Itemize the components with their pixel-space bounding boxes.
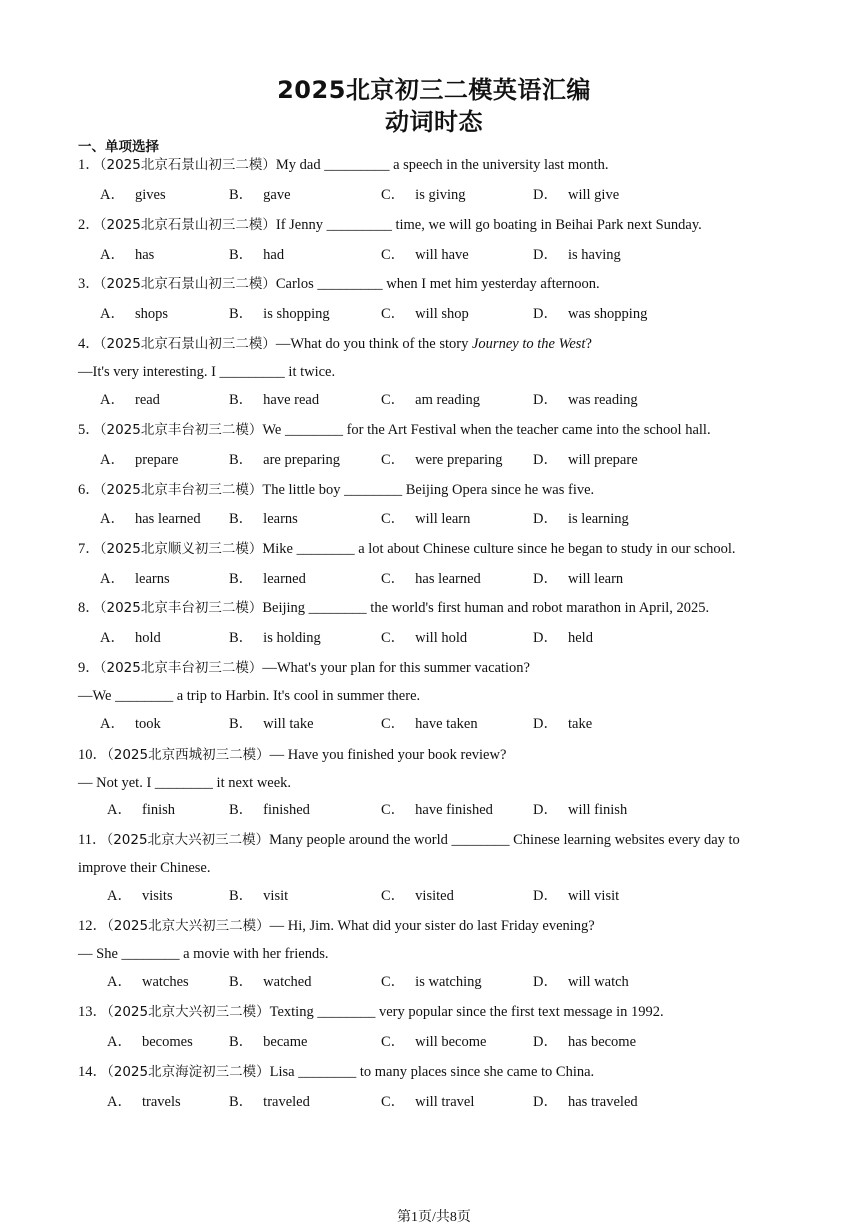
question-number: 7． — [78, 541, 100, 557]
option-c — [381, 800, 493, 820]
option-letter: A． — [100, 716, 125, 732]
option-b — [229, 569, 306, 589]
option-b — [229, 628, 321, 648]
option-a — [100, 569, 170, 589]
option-text: had — [263, 247, 285, 263]
option-text: is giving — [415, 187, 466, 203]
option-letter: A． — [100, 630, 125, 646]
option-c — [381, 714, 478, 734]
option-letter: A． — [100, 452, 125, 468]
option-letter: C． — [381, 1034, 406, 1050]
question-12-continuation: — She ________ a movie with her friends. — [78, 946, 329, 962]
question-source: （2025北京丰台初三二模） — [99, 660, 263, 676]
question-source: （2025北京海淀初三二模） — [107, 1064, 270, 1080]
question-source: （2025北京石景山初三二模） — [99, 217, 276, 233]
option-b — [229, 886, 288, 906]
option-text: take — [567, 716, 593, 732]
option-text: became — [263, 1034, 308, 1050]
option-a — [100, 628, 161, 648]
option-b — [229, 1092, 310, 1112]
option-text: held — [567, 630, 593, 646]
option-c — [381, 628, 467, 648]
option-c — [381, 972, 482, 992]
question-source: （2025北京丰台初三二模） — [99, 482, 263, 498]
option-text: has — [134, 247, 155, 263]
option-letter: C． — [381, 571, 406, 587]
option-letter: C． — [381, 630, 406, 646]
option-d — [533, 304, 647, 324]
option-b — [229, 509, 298, 529]
option-d — [533, 390, 638, 410]
question-source: （2025北京丰台初三二模） — [99, 422, 263, 438]
question-11 — [78, 830, 740, 850]
option-d — [533, 800, 627, 820]
option-letter: D． — [533, 306, 558, 322]
option-text: has learned — [415, 571, 481, 587]
option-letter: A． — [100, 571, 125, 587]
option-text: finish — [141, 802, 176, 818]
option-letter: D． — [533, 974, 558, 990]
question-6 — [78, 480, 594, 500]
option-d — [533, 245, 621, 265]
option-c — [381, 1032, 486, 1052]
option-d — [533, 509, 629, 529]
option-text: visit — [263, 888, 289, 904]
question-source: （2025北京大兴初三二模） — [106, 832, 270, 848]
question-1 — [78, 155, 609, 175]
question-text: We ________ for the Art Festival when the teacher came into the school hall. — [262, 422, 711, 438]
option-letter: B． — [229, 452, 254, 468]
option-b — [229, 972, 311, 992]
option-text: will visit — [567, 888, 620, 904]
question-italic-title: Journey to the West — [472, 336, 586, 352]
question-text: Lisa ________ to many places since she came to China. — [269, 1064, 595, 1080]
question-text-end: ? — [585, 336, 592, 352]
question-text: — Have you finished your book review? — [269, 747, 507, 763]
option-text: is having — [567, 247, 621, 263]
option-d — [533, 569, 623, 589]
question-number: 4． — [78, 336, 100, 352]
option-d — [533, 972, 629, 992]
option-letter: B． — [229, 1034, 254, 1050]
option-d — [533, 714, 592, 734]
question-9-continuation: —We ________ a trip to Harbin. It's cool in summer there. — [78, 688, 421, 704]
option-text: shops — [134, 306, 169, 322]
option-text: will travel — [415, 1094, 475, 1110]
option-text: hold — [134, 630, 161, 646]
option-letter: C． — [381, 247, 406, 263]
option-d — [533, 1032, 636, 1052]
option-letter: C． — [381, 716, 406, 732]
option-letter: D． — [533, 716, 558, 732]
option-letter: D． — [533, 511, 558, 527]
option-text: were preparing — [415, 452, 503, 468]
option-letter: A． — [100, 511, 125, 527]
option-text: is watching — [415, 974, 482, 990]
option-text: watched — [263, 974, 312, 990]
question-number: 3． — [78, 276, 100, 292]
option-letter: D． — [533, 630, 558, 646]
option-letter: B． — [229, 306, 254, 322]
option-letter: B． — [229, 392, 254, 408]
question-source: （2025北京石景山初三二模） — [99, 276, 276, 292]
option-letter: B． — [229, 1094, 254, 1110]
question-13 — [78, 1002, 664, 1022]
option-b — [229, 390, 319, 410]
option-text: will watch — [567, 974, 629, 990]
option-c — [381, 1092, 474, 1112]
option-letter: A． — [107, 802, 132, 818]
section-heading: 一、单项选择 — [78, 139, 159, 155]
document-title: 2025北京初三二模英语汇编 — [277, 76, 591, 104]
question-source: （2025北京大兴初三二模） — [107, 918, 270, 934]
question-text: Texting ________ very popular since the first text message in 1992. — [269, 1004, 664, 1020]
option-letter: C． — [381, 392, 406, 408]
option-c — [381, 509, 470, 529]
option-letter: B． — [229, 802, 254, 818]
option-letter: A． — [100, 306, 125, 322]
option-b — [229, 1032, 307, 1052]
question-5 — [78, 420, 711, 440]
option-text: has learned — [134, 511, 201, 527]
option-letter: D． — [533, 1094, 558, 1110]
question-text: My dad _________ a speech in the university last month. — [275, 157, 609, 173]
option-text: gives — [134, 187, 166, 203]
option-a — [100, 185, 166, 205]
option-text: finished — [263, 802, 310, 818]
option-text: is shopping — [263, 306, 330, 322]
option-letter: C． — [381, 187, 406, 203]
question-9 — [78, 658, 530, 678]
question-10 — [78, 745, 506, 765]
option-text: have taken — [415, 716, 478, 732]
option-letter: D． — [533, 392, 558, 408]
option-letter: D． — [533, 571, 558, 587]
option-letter: B． — [229, 974, 254, 990]
option-text: have read — [263, 392, 320, 408]
question-text: The little boy ________ Beijing Opera since he was five. — [262, 482, 595, 498]
option-c — [381, 569, 481, 589]
option-text: have finished — [415, 802, 493, 818]
option-text: was shopping — [567, 306, 648, 322]
option-text: will give — [567, 187, 620, 203]
question-text: — Hi, Jim. What did your sister do last Friday evening? — [269, 918, 595, 934]
option-text: will learn — [415, 511, 471, 527]
question-number: 1． — [78, 157, 100, 173]
option-a — [100, 714, 161, 734]
option-letter: C． — [381, 511, 406, 527]
option-a — [107, 1032, 193, 1052]
question-4-continuation: —It's very interesting. I _________ it twice. — [78, 364, 336, 380]
option-letter: C． — [381, 452, 406, 468]
question-text: —What do you think of the story — [275, 336, 472, 352]
option-b — [229, 714, 314, 734]
option-a — [107, 800, 175, 820]
question-number: 10． — [78, 747, 107, 763]
question-number: 8． — [78, 600, 100, 616]
option-text: took — [134, 716, 161, 732]
option-d — [533, 886, 619, 906]
option-text: will become — [415, 1034, 487, 1050]
option-letter: A． — [107, 1094, 132, 1110]
option-text: are preparing — [263, 452, 341, 468]
question-11-continuation: improve their Chinese. — [78, 860, 211, 876]
document-subtitle: 动词时态 — [385, 108, 483, 136]
option-text: is learning — [567, 511, 629, 527]
option-a — [100, 390, 160, 410]
option-text: visits — [141, 888, 173, 904]
option-text: was reading — [567, 392, 638, 408]
option-letter: D． — [533, 452, 558, 468]
option-letter: D． — [533, 1034, 558, 1050]
option-text: will shop — [415, 306, 469, 322]
option-d — [533, 450, 638, 470]
option-letter: C． — [381, 1094, 406, 1110]
option-c — [381, 390, 480, 410]
option-letter: A． — [100, 392, 125, 408]
option-letter: B． — [229, 888, 254, 904]
question-text: Beijing ________ the world's first human and robot marathon in April, 2025. — [262, 600, 710, 616]
option-letter: B． — [229, 511, 254, 527]
question-number: 6． — [78, 482, 100, 498]
option-letter: B． — [229, 571, 254, 587]
option-b — [229, 185, 291, 205]
question-source: （2025北京石景山初三二模） — [99, 336, 276, 352]
option-a — [100, 245, 154, 265]
option-letter: D． — [533, 888, 558, 904]
option-text: becomes — [141, 1034, 193, 1050]
option-text: learned — [263, 571, 306, 587]
question-source: （2025北京石景山初三二模） — [99, 157, 276, 173]
option-text: learns — [263, 511, 298, 527]
option-text: has traveled — [567, 1094, 638, 1110]
question-source: （2025北京西城初三二模） — [107, 747, 270, 763]
option-d — [533, 185, 619, 205]
question-text: —What's your plan for this summer vacation? — [262, 660, 530, 676]
option-d — [533, 1092, 638, 1112]
question-number: 13． — [78, 1004, 107, 1020]
question-8 — [78, 598, 709, 618]
question-text: If Jenny _________ time, we will go boating in Beihai Park next Sunday. — [275, 217, 702, 233]
option-a — [100, 450, 178, 470]
question-text: Carlos _________ when I met him yesterday afternoon. — [275, 276, 600, 292]
option-letter: A． — [107, 1034, 132, 1050]
option-letter: B． — [229, 716, 254, 732]
option-letter: C． — [381, 974, 406, 990]
option-a — [100, 304, 168, 324]
option-a — [107, 972, 189, 992]
option-letter: B． — [229, 247, 254, 263]
question-2 — [78, 215, 702, 235]
question-4 — [78, 334, 592, 354]
question-text: Mike ________ a lot about Chinese culture since he began to study in our school. — [262, 541, 736, 557]
option-text: learns — [134, 571, 170, 587]
option-text: traveled — [263, 1094, 310, 1110]
option-letter: D． — [533, 247, 558, 263]
question-number: 14． — [78, 1064, 107, 1080]
option-letter: B． — [229, 187, 254, 203]
option-text: gave — [263, 187, 291, 203]
option-c — [381, 886, 454, 906]
option-text: will hold — [415, 630, 468, 646]
option-text: visited — [415, 888, 454, 904]
option-a — [100, 509, 201, 529]
question-number: 5． — [78, 422, 100, 438]
option-b — [229, 800, 310, 820]
option-letter: C． — [381, 802, 406, 818]
question-source: （2025北京顺义初三二模） — [99, 541, 263, 557]
option-text: watches — [141, 974, 189, 990]
option-b — [229, 450, 340, 470]
option-d — [533, 628, 593, 648]
option-c — [381, 450, 503, 470]
option-letter: D． — [533, 187, 558, 203]
option-text: will prepare — [567, 452, 638, 468]
option-text: will have — [415, 247, 469, 263]
option-text: will learn — [567, 571, 624, 587]
question-14 — [78, 1062, 594, 1082]
option-text: will finish — [567, 802, 628, 818]
option-letter: C． — [381, 888, 406, 904]
option-text: has become — [567, 1034, 637, 1050]
question-number: 9． — [78, 660, 100, 676]
option-b — [229, 245, 284, 265]
question-source: （2025北京丰台初三二模） — [99, 600, 263, 616]
option-a — [107, 1092, 181, 1112]
question-7 — [78, 539, 736, 559]
option-c — [381, 245, 469, 265]
option-c — [381, 185, 466, 205]
option-text: is holding — [263, 630, 321, 646]
question-3 — [78, 274, 600, 294]
question-number: 2． — [78, 217, 100, 233]
option-c — [381, 304, 469, 324]
option-text: will take — [263, 716, 314, 732]
option-letter: D． — [533, 802, 558, 818]
option-text: am reading — [415, 392, 480, 408]
option-b — [229, 304, 330, 324]
question-12 — [78, 916, 595, 936]
question-text: Many people around the world ________ Chinese learning websites every day to — [269, 832, 740, 848]
option-a — [107, 886, 173, 906]
option-letter: A． — [107, 974, 132, 990]
option-letter: B． — [229, 630, 254, 646]
option-text: prepare — [134, 452, 179, 468]
option-text: travels — [141, 1094, 181, 1110]
page-footer: 第1页/共8页 — [397, 1210, 471, 1225]
question-source: （2025北京大兴初三二模） — [107, 1004, 270, 1020]
option-letter: A． — [100, 247, 125, 263]
question-number: 12． — [78, 918, 107, 934]
option-letter: C． — [381, 306, 406, 322]
question-10-continuation: — Not yet. I ________ it next week. — [78, 775, 292, 791]
question-number: 11． — [78, 832, 107, 848]
option-letter: A． — [100, 187, 125, 203]
option-letter: A． — [107, 888, 132, 904]
option-text: read — [134, 392, 160, 408]
